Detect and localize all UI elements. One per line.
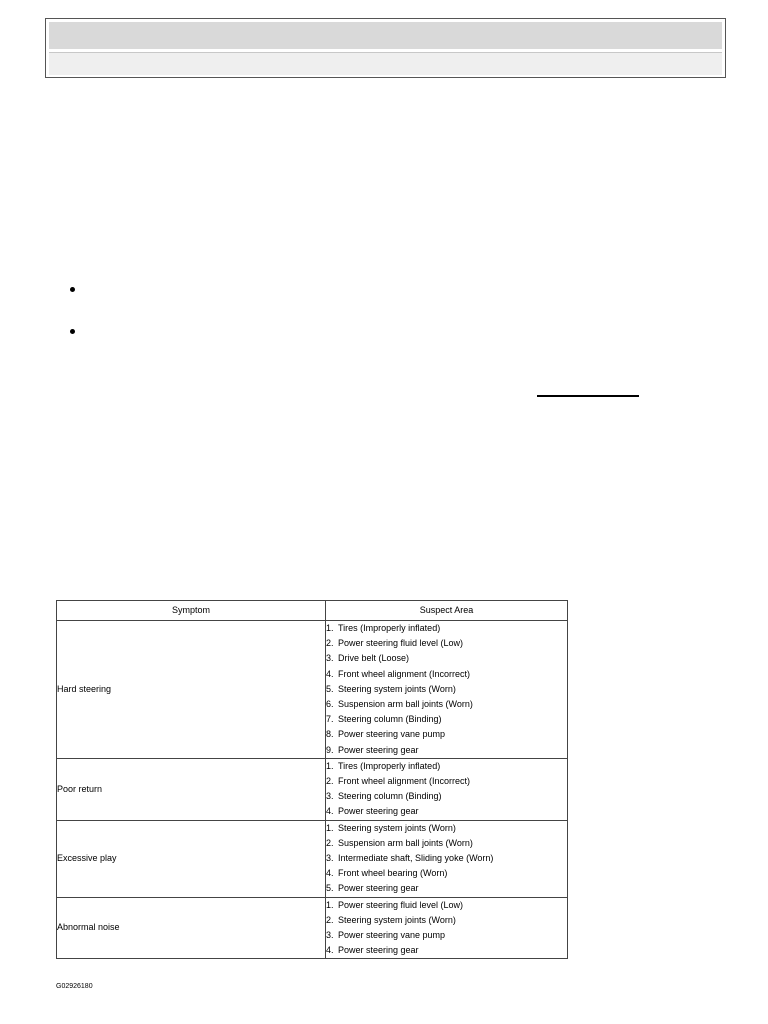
suspect-area-cell xyxy=(326,758,568,820)
item-text: Steering system joints (Worn) xyxy=(338,683,456,694)
item-text: Tires (Improperly inflated) xyxy=(338,623,441,633)
suspect-area-cell xyxy=(326,820,568,897)
suspect-area-item xyxy=(326,712,567,727)
figure-id: G02926180 xyxy=(56,983,93,990)
suspect-area-item xyxy=(326,789,567,804)
suspect-area-item xyxy=(326,682,567,697)
symptom-cell: Excessive play xyxy=(57,820,326,897)
suspect-area-cell xyxy=(326,621,568,759)
suspect-area-item xyxy=(326,866,567,881)
bullet-icon xyxy=(70,287,75,292)
suspect-area-item xyxy=(326,651,567,666)
suspect-area-item xyxy=(326,667,567,682)
item-text: Intermediate shaft, Sliding yoke (Worn) xyxy=(338,853,494,864)
header-symptom: Symptom xyxy=(57,601,326,621)
item-number: 4. xyxy=(326,668,334,679)
suspect-area-item xyxy=(326,759,567,774)
item-number: 1. xyxy=(326,822,334,833)
item-text: Steering system joints (Worn) xyxy=(338,914,456,925)
suspect-area-item xyxy=(326,928,567,943)
table-row xyxy=(57,897,568,959)
item-number: 4. xyxy=(326,945,334,956)
suspect-area-item xyxy=(326,621,567,636)
table-row xyxy=(57,820,568,897)
table-row xyxy=(57,758,568,820)
item-text: Suspension arm ball joints (Worn) xyxy=(338,837,473,848)
item-number: 5. xyxy=(326,683,334,694)
suspect-area-item xyxy=(326,821,567,836)
suspect-area-item xyxy=(326,851,567,866)
suspect-area-cell xyxy=(326,897,568,959)
suspect-area-item xyxy=(326,881,567,896)
item-number: 2. xyxy=(326,914,334,925)
item-text: Steering column (Binding) xyxy=(338,791,442,802)
item-number: 1. xyxy=(326,760,334,771)
header-subtitle-bar xyxy=(49,52,722,75)
symptom-table xyxy=(56,600,568,959)
item-number: 3. xyxy=(326,653,334,664)
hyperlink[interactable] xyxy=(537,395,639,397)
table-row xyxy=(57,621,568,759)
item-number: 4. xyxy=(326,806,334,817)
item-number: 9. xyxy=(326,744,334,755)
item-number: 2. xyxy=(326,776,334,787)
suspect-area-item xyxy=(326,804,567,819)
item-text: Suspension arm ball joints (Worn) xyxy=(338,699,473,710)
item-text: Tires (Improperly inflated) xyxy=(338,760,441,771)
item-text: Steering system joints (Worn) xyxy=(338,822,456,833)
item-number: 2. xyxy=(326,638,334,649)
item-number: 1. xyxy=(326,623,334,633)
item-text: Front wheel bearing (Worn) xyxy=(338,868,448,879)
suspect-area-item xyxy=(326,943,567,958)
symptom-cell: Hard steering xyxy=(57,621,326,759)
item-number: 6. xyxy=(326,699,334,710)
item-text: Power steering vane pump xyxy=(338,729,446,740)
item-text: Drive belt (Loose) xyxy=(338,653,410,664)
header-title-bar xyxy=(49,22,722,49)
item-text: Front wheel alignment (Incorrect) xyxy=(338,668,471,679)
item-text: Steering column (Binding) xyxy=(338,714,442,725)
item-number: 3. xyxy=(326,791,334,802)
page-header-box xyxy=(45,18,726,78)
bullet-icon xyxy=(70,329,75,334)
header-suspect-area: Suspect Area xyxy=(326,601,568,621)
symptom-cell: Poor return xyxy=(57,758,326,820)
item-number: 4. xyxy=(326,868,334,879)
symptom-cell: Abnormal noise xyxy=(57,897,326,959)
item-number: 2. xyxy=(326,837,334,848)
suspect-area-item xyxy=(326,636,567,651)
suspect-area-item xyxy=(326,727,567,742)
table-header-row xyxy=(57,601,568,621)
item-text: Power steering gear xyxy=(338,945,419,956)
item-number: 3. xyxy=(326,853,334,864)
item-text: Front wheel alignment (Incorrect) xyxy=(338,776,471,787)
suspect-area-item xyxy=(326,836,567,851)
item-text: Power steering gear xyxy=(338,744,419,755)
item-number: 5. xyxy=(326,883,334,894)
suspect-area-item xyxy=(326,697,567,712)
item-text: Power steering gear xyxy=(338,883,419,894)
item-number: 7. xyxy=(326,714,334,725)
item-number: 3. xyxy=(326,930,334,941)
suspect-area-item xyxy=(326,913,567,928)
item-number: 1. xyxy=(326,899,334,910)
item-text: Power steering fluid level (Low) xyxy=(338,638,464,649)
item-number: 8. xyxy=(326,729,334,740)
suspect-area-item xyxy=(326,898,567,913)
item-text: Power steering fluid level (Low) xyxy=(338,899,464,910)
item-text: Power steering gear xyxy=(338,806,419,817)
suspect-area-item xyxy=(326,774,567,789)
item-text: Power steering vane pump xyxy=(338,930,446,941)
suspect-area-item xyxy=(326,743,567,758)
